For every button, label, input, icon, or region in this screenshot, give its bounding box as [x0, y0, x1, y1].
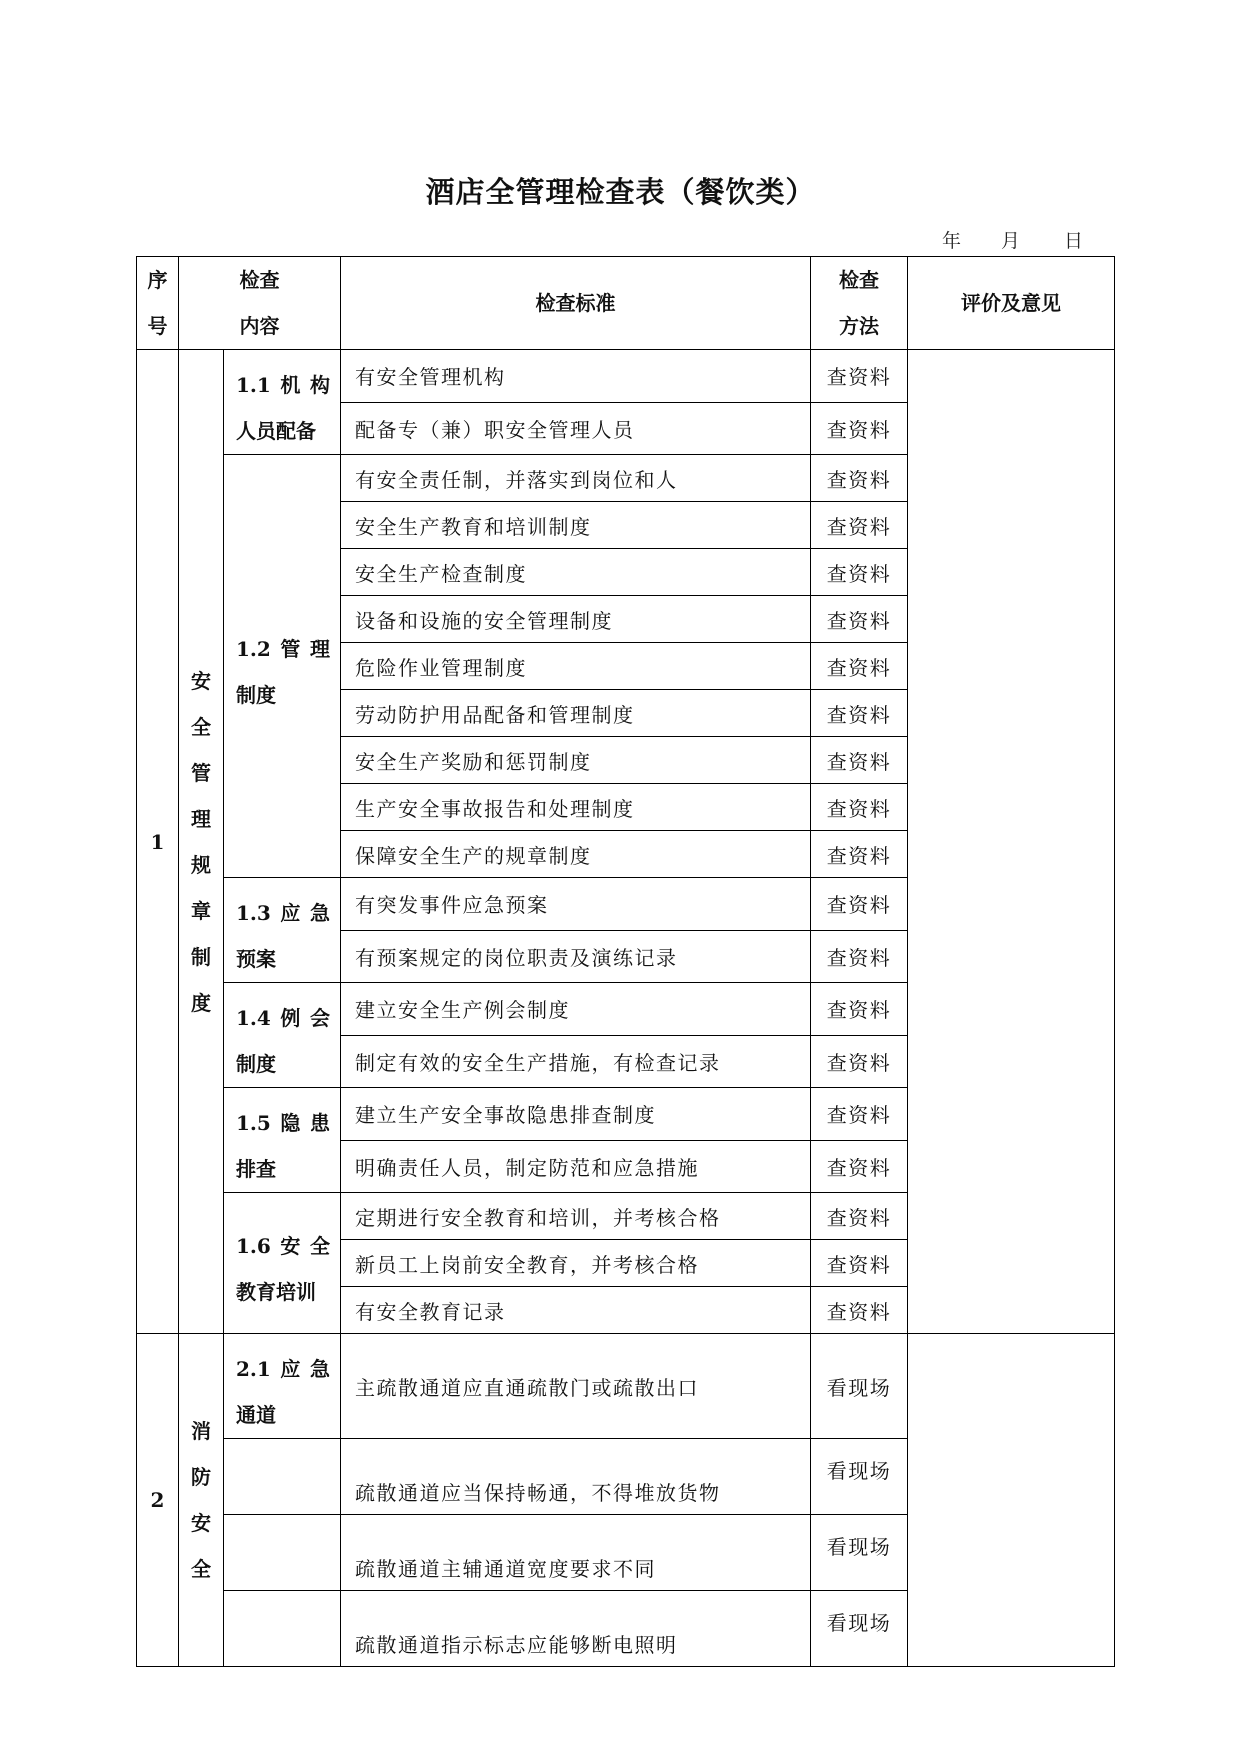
page-title: 酒店全管理检查表（餐饮类） — [425, 175, 816, 209]
subcategory-label-part: 全 — [309, 1234, 330, 1258]
table-row — [137, 350, 1115, 403]
check-method: 查资料 — [811, 643, 908, 690]
check-standard: 有安全教育记录 — [341, 1287, 811, 1334]
subcategory-label-part: 1.5 — [236, 1111, 271, 1135]
check-method: 查资料 — [811, 549, 908, 596]
check-method: 查资料 — [811, 455, 908, 502]
subcategory-label — [224, 455, 341, 878]
check-method: 查资料 — [811, 878, 908, 931]
subcategory-label-line1 — [236, 890, 330, 936]
category-char: 全 — [191, 1557, 211, 1581]
check-standard: 定期进行安全教育和培训，并考核合格 — [341, 1193, 811, 1240]
subcategory-label-part: 安 — [280, 1234, 301, 1258]
check-method: 查资料 — [811, 930, 908, 983]
check-standard: 安全生产检查制度 — [341, 549, 811, 596]
section-category — [179, 1334, 224, 1667]
check-method: 查资料 — [811, 402, 908, 455]
subcategory-label-part: 2.1 — [236, 1357, 271, 1381]
check-method: 查资料 — [811, 737, 908, 784]
section-number: 1 — [137, 350, 179, 1334]
subcategory-label-line1 — [236, 995, 330, 1041]
check-method: 查资料 — [811, 831, 908, 878]
header-evaluation: 评价及意见 — [908, 257, 1115, 350]
check-standard: 制定有效的安全生产措施，有检查记录 — [341, 1035, 811, 1088]
subcategory-label — [224, 350, 341, 455]
subcategory-label-part: 急 — [309, 901, 330, 925]
date-year: 年 — [942, 230, 962, 252]
subcategory-label-line2: 制度 — [236, 683, 276, 707]
check-standard: 有安全责任制，并落实到岗位和人 — [341, 455, 811, 502]
subcategory-label-part: 例 — [280, 1006, 301, 1030]
category-char: 度 — [191, 990, 211, 1015]
subcategory-empty — [224, 1515, 341, 1591]
subcategory-label — [224, 1334, 341, 1439]
date-day: 日 — [1064, 230, 1084, 252]
check-method: 查资料 — [811, 983, 908, 1036]
check-method: 查资料 — [811, 596, 908, 643]
check-standard: 有安全管理机构 — [341, 350, 811, 403]
check-standard: 配备专（兼）职安全管理人员 — [341, 402, 811, 455]
inspection-table — [136, 256, 1115, 1667]
check-standard: 明确责任人员，制定防范和应急措施 — [341, 1140, 811, 1193]
check-method: 查资料 — [811, 1088, 908, 1141]
check-method: 查资料 — [811, 784, 908, 831]
check-standard: 生产安全事故报告和处理制度 — [341, 784, 811, 831]
category-char: 规 — [191, 852, 211, 877]
check-standard: 主疏散通道应直通疏散门或疏散出口 — [341, 1334, 811, 1439]
subcategory-empty — [224, 1591, 341, 1667]
check-standard: 建立生产安全事故隐患排查制度 — [341, 1088, 811, 1141]
subcategory-label-line1 — [236, 1223, 330, 1269]
check-standard: 建立安全生产例会制度 — [341, 983, 811, 1036]
check-standard: 有突发事件应急预案 — [341, 878, 811, 931]
check-method: 看现场 — [811, 1334, 908, 1439]
category-char: 安 — [191, 1511, 211, 1535]
subcategory-empty — [224, 1439, 341, 1515]
check-standard: 危险作业管理制度 — [341, 643, 811, 690]
check-method: 查资料 — [811, 1140, 908, 1193]
check-method: 查资料 — [811, 1035, 908, 1088]
subcategory-label-part: 理 — [309, 637, 330, 661]
category-char: 制 — [191, 944, 211, 969]
subcategory-label-part: 1.2 — [236, 637, 271, 661]
subcategory-label — [224, 983, 341, 1088]
category-char: 防 — [191, 1465, 211, 1489]
check-method: 查资料 — [811, 1193, 908, 1240]
check-method: 查资料 — [811, 1240, 908, 1287]
subcategory-label-part: 应 — [280, 1357, 301, 1381]
evaluation-cell[interactable] — [908, 350, 1115, 1334]
subcategory-label-part: 急 — [309, 1357, 330, 1381]
subcategory-label-line2: 教育培训 — [236, 1280, 316, 1304]
subcategory-label-part: 1.4 — [236, 1006, 271, 1030]
subcategory-label-line2: 排查 — [236, 1157, 276, 1181]
check-standard: 保障安全生产的规章制度 — [341, 831, 811, 878]
subcategory-label-part: 1.1 — [236, 373, 271, 397]
check-method: 查资料 — [811, 350, 908, 403]
check-standard: 劳动防护用品配备和管理制度 — [341, 690, 811, 737]
subcategory-label-line2: 人员配备 — [236, 419, 316, 443]
header-content: 检查 内容 — [179, 257, 341, 350]
subcategory-label-line2: 制度 — [236, 1052, 276, 1076]
header-seq: 序 号 — [137, 257, 179, 350]
check-standard: 安全生产奖励和惩罚制度 — [341, 737, 811, 784]
category-char: 消 — [191, 1419, 211, 1443]
check-standard: 安全生产教育和培训制度 — [341, 502, 811, 549]
subcategory-label-part: 患 — [309, 1111, 330, 1135]
subcategory-label-line1 — [236, 1346, 330, 1392]
subcategory-label-part: 隐 — [280, 1111, 301, 1135]
category-char: 安 — [191, 668, 211, 693]
subcategory-label — [224, 1088, 341, 1193]
subcategory-label-line1 — [236, 362, 330, 408]
subcategory-label-line1 — [236, 626, 330, 672]
subcategory-label-part: 会 — [309, 1006, 330, 1030]
date-month: 月 — [1001, 230, 1021, 252]
section-number: 2 — [137, 1334, 179, 1667]
subcategory-label-part: 管 — [280, 637, 301, 661]
check-standard: 疏散通道主辅通道宽度要求不同 — [341, 1515, 811, 1591]
category-char: 理 — [191, 806, 211, 831]
check-standard: 设备和设施的安全管理制度 — [341, 596, 811, 643]
table-body — [137, 350, 1115, 1667]
category-char: 管 — [191, 760, 211, 785]
check-method: 查资料 — [811, 1287, 908, 1334]
subcategory-label-line1 — [236, 1100, 330, 1146]
subcategory-label-line2: 预案 — [236, 947, 276, 971]
check-method: 看现场 — [811, 1439, 908, 1515]
subcategory-label-line2: 通道 — [236, 1403, 276, 1427]
check-method: 看现场 — [811, 1515, 908, 1591]
header-standard: 检查标准 — [341, 257, 811, 350]
section-category — [179, 350, 224, 1334]
subcategory-label-part: 1.6 — [236, 1234, 271, 1258]
subcategory-label-part: 构 — [309, 373, 330, 397]
table-header-row — [137, 257, 1115, 350]
check-standard: 疏散通道应当保持畅通，不得堆放货物 — [341, 1439, 811, 1515]
check-method: 查资料 — [811, 502, 908, 549]
subcategory-label-part: 机 — [280, 373, 301, 397]
check-standard: 新员工上岗前安全教育，并考核合格 — [341, 1240, 811, 1287]
category-char: 全 — [191, 714, 211, 739]
subcategory-label-part: 应 — [280, 901, 301, 925]
table-row — [137, 1334, 1115, 1439]
check-standard: 疏散通道指示标志应能够断电照明 — [341, 1591, 811, 1667]
check-standard: 有预案规定的岗位职责及演练记录 — [341, 930, 811, 983]
subcategory-label-part: 1.3 — [236, 901, 271, 925]
subcategory-label — [224, 1193, 341, 1334]
subcategory-label — [224, 878, 341, 983]
category-char: 章 — [191, 898, 211, 923]
check-method: 看现场 — [811, 1591, 908, 1667]
check-method: 查资料 — [811, 690, 908, 737]
evaluation-cell[interactable] — [908, 1334, 1115, 1667]
header-method: 检查 方法 — [811, 257, 908, 350]
